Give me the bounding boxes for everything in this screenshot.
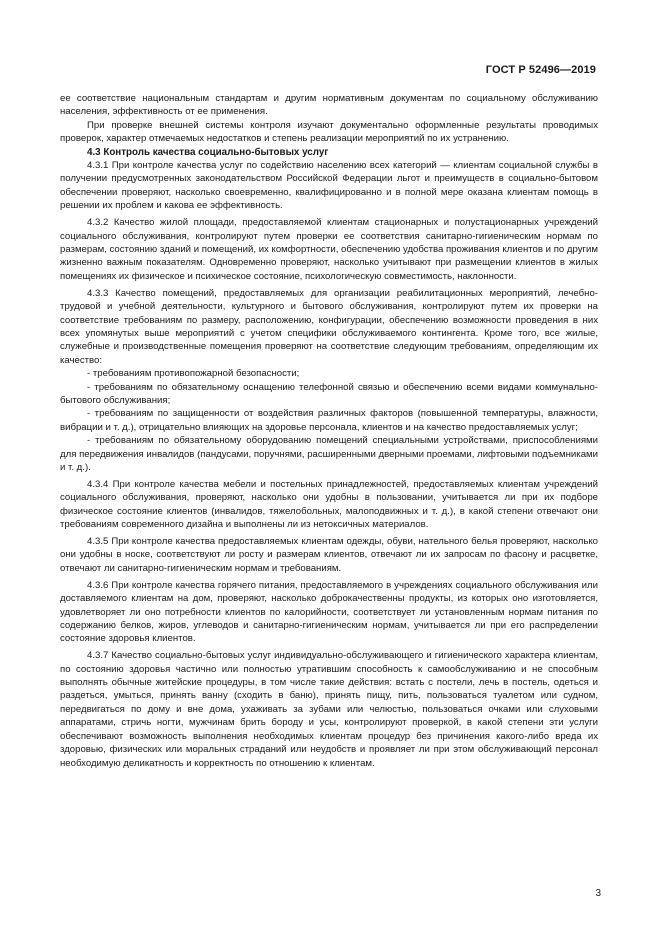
clause-4-3-7: 4.3.7 Качество социально-бытовых услуг индивидуально-обслуживающего и гигиенического характера клиентам, по состоянию здоровья частично или полностью утратившим способность к самообслуживанию и не способным выполнять обычные житейские процедуры, в том числе такие действия: встать с постели, лечь в постель, одеться и раздеться, умыться, принять ванну (сходить в баню), принять пищу, пить, пользоваться туалетом или судном, передвигаться по дому и вне дома, ухаживать за зубами или челюстью, пользоваться очками или слуховыми аппаратами, стричь ногти, мужчинам брить бороду и усы, контролируют проверкой, в какой степени эти услуги обеспечивают возможность выполнения необходимых клиентам процедур без причинения какого-либо вреда их здоровью, физических или моральных страданий или неудобств и проявляет ли при этом обслуживающий персонал необходимую деликатность и корректность по отношению к клиентам. bbox=[60, 650, 598, 769]
clause-4-3-3: 4.3.3 Качество помещений, предоставляемых для организации реабилитационных мероприятий, лечебно-трудовой и учебной деятельности, культурного и бытового обслуживания, контролируют путем их проверки на соответствие требованиям по размеру, расположению, конфигурации, обеспечению возможности проведения в них всех упомянутых выше мероприятий с учетом специфики обслуживаемого контингента. Кроме того, все жилые, служебные и производственные помещения проверяют на соответствие следующим требованиям, определяющим их качество: bbox=[60, 287, 598, 366]
paragraph-continuation: ее соответствие национальным стандартам и другим нормативным документам по социальному обслуживанию населения, эффективность от ее применения. bbox=[60, 93, 598, 118]
clause-4-3-4: 4.3.4 При контроле качества мебели и постельных принадлежностей, предоставляемых клиентам учреждений социального обслуживания, проверяют, насколько они удобны в пользовании, учитывается ли при их подборе физическое состояние клиентов (инвалидов, тяжелобольных, малоподвижных и т. д.), в какой степени отвечают они требованиям современного дизайна и выполнены ли из нетоксичных материалов. bbox=[60, 478, 598, 531]
clause-4-3-2: 4.3.2 Качество жилой площади, предоставляемой клиентам стационарных и полустационарных учреждений социального обслуживания, контролируют путем проверки ее соответствия санитарно-гигиеническим нормам по размерам, состоянию зданий и помещений, их комфортности, обеспечению удобства проживания клиентов и по другим жизненно важным показателям. Одновременно проверяют, насколько учитывают при размещении клиентов в жилых помещениях их физическое и психическое состояние, психологическую совместимость, наклонности. bbox=[60, 217, 598, 282]
clause-4-3-6: 4.3.6 При контроле качества горячего питания, предоставляемого в учреждениях социального обслуживания или доставляемого клиентам на дом, проверяют, насколько доброкачественны продукты, из которых оно изготовляется, удовлетворяет ли оно потребности клиентов по калорийности, соответствует ли установленным нормам питания по содержанию белков, жиров, углеводов и санитарно-гигиеническим нормам, учитывается ли при его распределении состояние здоровья клиентов. bbox=[60, 579, 598, 645]
list-item: - требованиям по обязательному оснащению телефонной связью и обеспечению всеми видами коммунально-бытового обслуживания; bbox=[60, 381, 598, 406]
document-body bbox=[60, 92, 598, 770]
clause-4-3-5: 4.3.5 При контроле качества предоставляемых клиентам одежды, обуви, нательного белья проверяют, насколько они удобны в носке, соответствуют ли росту и размерам клиентов, отвечают ли их запросам по фасону и расцветке, отвечают ли санитарно-гигиеническим нормам и требованиям. bbox=[60, 536, 598, 574]
section-heading: 4.3 Контроль качества социально-бытовых услуг bbox=[87, 146, 329, 158]
list-item: - требованиям по защищенности от воздействия различных факторов (повышенной температуры, влажности, вибрации и т. д.), отрицательно влияющих на здоровье персонала, клиентов и на качество предоставляемых услуг; bbox=[60, 408, 598, 433]
list-item: - требованиям противопожарной безопасности; bbox=[87, 368, 300, 380]
document-code: ГОСТ Р 52496—2019 bbox=[485, 64, 596, 76]
list-item: - требованиям по обязательному оборудованию помещений специальными устройствами, приспособлениями для передвижения инвалидов (пандусами, поручнями, расширенными дверными проемами, лифтовыми подъемниками и т. д.). bbox=[60, 435, 598, 473]
clause-4-3-1: 4.3.1 При контроле качества услуг по содействию населению всех категорий — клиентам социальной службы в получении предусмотренных законодательством Российской Федерации льгот и преимуществ в социально-бытовом обеспечении проверяют, насколько своевременно, квалифицированно и в полной мере оказана клиентам помощь в решении их проблем и какова ее эффективность. bbox=[60, 160, 598, 212]
page-number: 3 bbox=[595, 888, 601, 899]
paragraph-external-control: При проверке внешней системы контроля изучают документально оформленные результаты проводимых проверок, характер отмечаемых недостатков и степень реализации мероприятий по их устранению. bbox=[60, 119, 598, 145]
